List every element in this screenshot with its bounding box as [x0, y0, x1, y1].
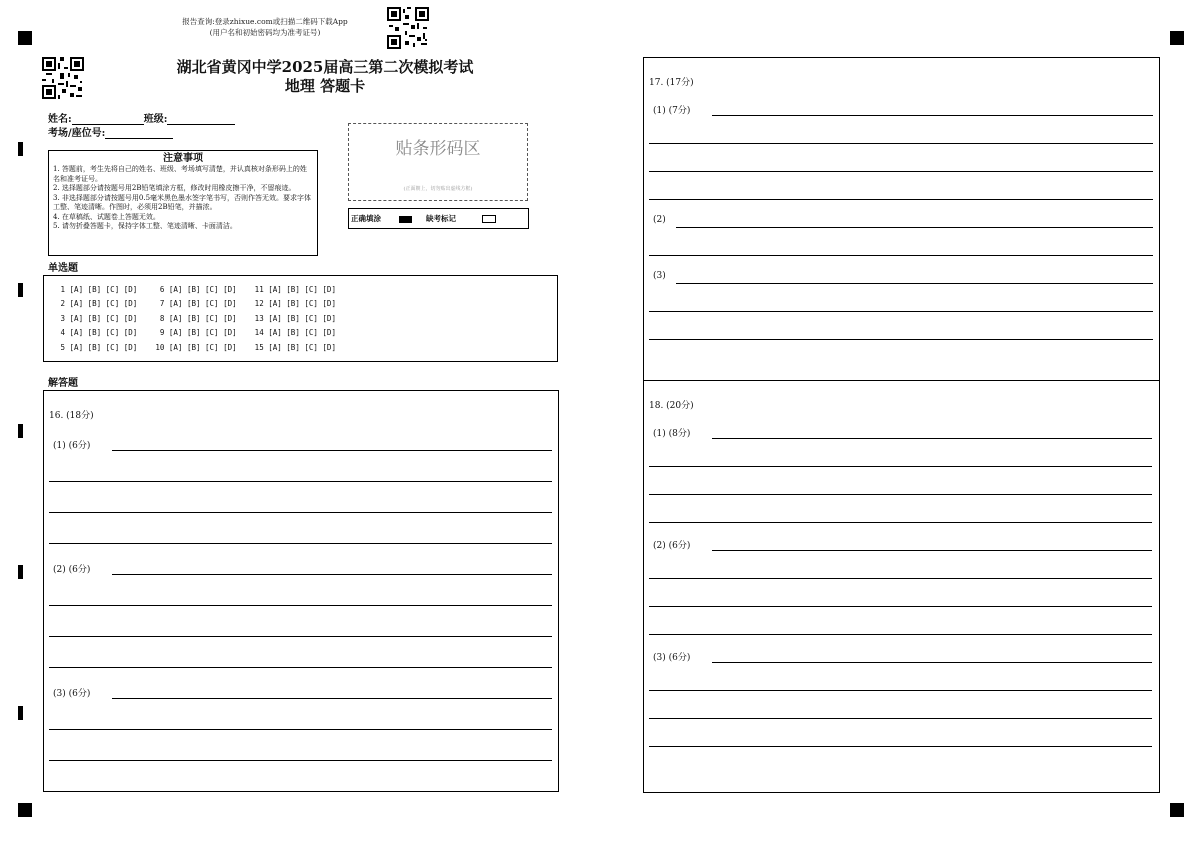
- mc-row[interactable]: 1 [A] [B] [C] [D] 6 [A] [B] [C] [D] 11 [A] [B] [C] [D]: [56, 285, 336, 294]
- answer-line[interactable]: [49, 636, 552, 637]
- name-class-row: [48, 110, 235, 125]
- q17-box: [643, 57, 1160, 381]
- mc-row[interactable]: 3 [A] [B] [C] [D] 8 [A] [B] [C] [D] 13 [A] [B] [C] [D]: [56, 314, 336, 323]
- answer-line[interactable]: [712, 550, 1152, 551]
- answer-line[interactable]: [649, 634, 1152, 635]
- answer-line[interactable]: [112, 450, 552, 451]
- answer-line[interactable]: [49, 543, 552, 544]
- student-qr-code: [42, 57, 84, 99]
- notes-item: 5. 请勿折叠答题卡，保持字体工整、笔迹清晰、卡面清洁。: [53, 222, 237, 230]
- q17-part1-label: (1) (7分): [653, 106, 691, 116]
- timing-mark: [18, 706, 23, 720]
- essay-section-label: 解答题: [48, 378, 78, 389]
- q16-part2-label: (2) (6分): [53, 565, 91, 575]
- q16-title: 16. (18分): [49, 411, 94, 421]
- answer-line[interactable]: [649, 718, 1152, 719]
- class-label: 班级:: [143, 114, 168, 125]
- answer-line[interactable]: [676, 227, 1153, 228]
- exam-title: [140, 58, 510, 96]
- answer-line[interactable]: [649, 606, 1152, 607]
- absent-mark-label: 缺考标记: [426, 214, 456, 223]
- q18-title: 18. (20分): [649, 401, 694, 411]
- answer-line[interactable]: [649, 255, 1153, 256]
- notes-heading: 注意事项: [163, 153, 203, 164]
- notes-item: 2. 选择题部分请按题号用2B铅笔填涂方框，修改时用橡皮擦干净，不留痕迹。: [53, 184, 296, 192]
- q17-part3-label: (3): [653, 271, 666, 281]
- seat-label: 考场/座位号:: [48, 128, 106, 139]
- answer-line[interactable]: [712, 438, 1152, 439]
- mc-row[interactable]: 5 [A] [B] [C] [D] 10 [A] [B] [C] [D] 15 [A] [B] [C] [D]: [56, 343, 336, 352]
- notes-box: [48, 150, 318, 256]
- mc-answer-box: [43, 275, 558, 362]
- exam-title-line1: 湖北省黄冈中学2025届高三第二次模拟考试: [176, 58, 474, 76]
- answer-line[interactable]: [112, 574, 552, 575]
- mc-row[interactable]: 4 [A] [B] [C] [D] 9 [A] [B] [C] [D] 14 [A] [B] [C] [D]: [56, 328, 336, 337]
- seat-row: [48, 124, 173, 139]
- answer-line[interactable]: [712, 115, 1153, 116]
- answer-line[interactable]: [649, 690, 1152, 691]
- notes-item: 4. 在草稿纸、试题卷上答题无效。: [53, 212, 160, 221]
- answer-line[interactable]: [649, 311, 1153, 312]
- barcode-area[interactable]: [348, 123, 528, 201]
- answer-line[interactable]: [649, 578, 1152, 579]
- answer-line[interactable]: [649, 522, 1152, 523]
- answer-line[interactable]: [49, 729, 552, 730]
- app-qr-code: [387, 7, 429, 49]
- answer-line[interactable]: [649, 171, 1153, 172]
- q16-part3-label: (3) (6分): [53, 689, 91, 699]
- report-notice: [150, 16, 380, 38]
- class-field[interactable]: [167, 114, 235, 125]
- timing-mark: [18, 142, 23, 156]
- answer-line[interactable]: [49, 667, 552, 668]
- answer-line[interactable]: [676, 283, 1153, 284]
- registration-mark: [1170, 803, 1184, 817]
- registration-mark: [18, 803, 32, 817]
- answer-line[interactable]: [649, 199, 1153, 200]
- q18-part3-label: (3) (6分): [653, 653, 691, 663]
- q16-box: [43, 390, 559, 792]
- q18-part2-label: (2) (6分): [653, 541, 691, 551]
- registration-mark: [18, 31, 32, 45]
- exam-title-line2: 地理 答题卡: [284, 77, 366, 95]
- answer-line[interactable]: [49, 760, 552, 761]
- q17-part2-label: (2): [653, 215, 666, 225]
- mc-section-label: 单选题: [48, 263, 78, 274]
- answer-line[interactable]: [49, 512, 552, 513]
- timing-mark: [18, 283, 23, 297]
- answer-line[interactable]: [112, 698, 552, 699]
- notes-item: 3. 非选择题部分请按题号用0.5毫米黑色墨水签字笔书写，否则作答无效。要求字体工整、笔迹清晰。作图时，必须用2B铅笔，并描浓。: [53, 193, 312, 211]
- correct-fill-sample: [399, 216, 412, 223]
- answer-line[interactable]: [649, 746, 1152, 747]
- answer-line[interactable]: [712, 662, 1152, 663]
- registration-mark: [1170, 31, 1184, 45]
- fill-legend: [348, 208, 529, 229]
- answer-line[interactable]: [49, 481, 552, 482]
- answer-line[interactable]: [649, 466, 1152, 467]
- timing-mark: [18, 424, 23, 438]
- barcode-label: 贴条形码区: [395, 139, 481, 159]
- answer-line[interactable]: [649, 494, 1152, 495]
- barcode-hint: (正面朝上，切勿贴出虚线方框): [403, 186, 473, 192]
- mc-row[interactable]: 2 [A] [B] [C] [D] 7 [A] [B] [C] [D] 12 [A] [B] [C] [D]: [56, 299, 336, 308]
- answer-line[interactable]: [649, 339, 1153, 340]
- timing-mark: [18, 565, 23, 579]
- q18-box: [643, 380, 1160, 793]
- q16-part1-label: (1) (6分): [53, 441, 91, 451]
- name-label: 姓名:: [48, 114, 72, 125]
- q18-part1-label: (1) (8分): [653, 429, 691, 439]
- seat-field[interactable]: [105, 128, 173, 139]
- absent-mark-box[interactable]: [482, 215, 496, 223]
- q17-title: 17. (17分): [649, 78, 694, 88]
- answer-line[interactable]: [49, 605, 552, 606]
- correct-fill-label: 正确填涂: [351, 214, 381, 223]
- answer-line[interactable]: [649, 143, 1153, 144]
- report-notice-line2: (用户名和初始密码均为准考证号): [209, 28, 321, 37]
- notes-item: 1. 答题前，考生先将自己的姓名、班级、考场填写清楚，并认真核对条形码上的姓名和准考证号。: [53, 165, 307, 183]
- report-notice-line1: 报告查询:登录zhixue.com或扫描二维码下载App: [182, 17, 348, 26]
